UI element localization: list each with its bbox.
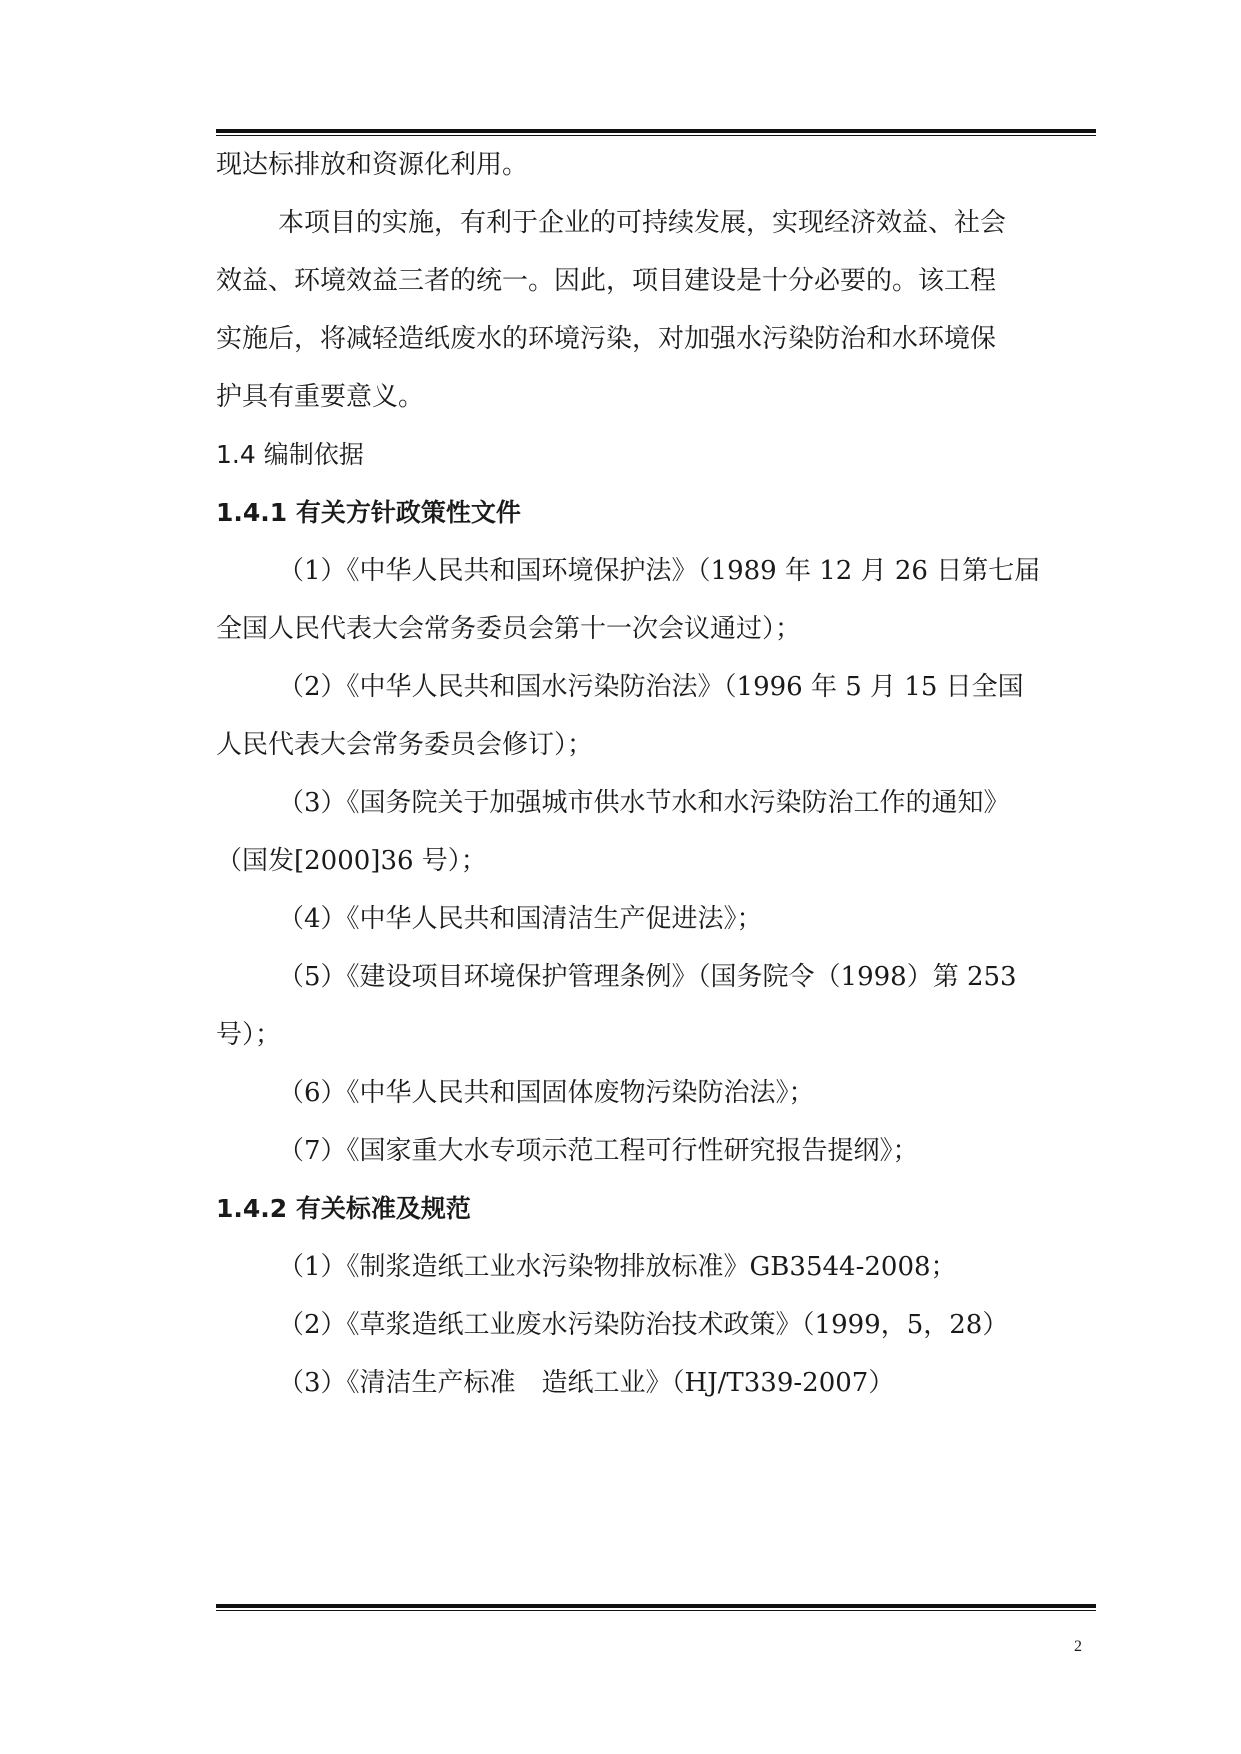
footer-rule [216, 1604, 1096, 1611]
page-number: 2 [1074, 1638, 1082, 1655]
paragraph-line: 本项目的实施，有利于企业的可持续发展，实现经济效益、社会 [278, 208, 1007, 238]
list-item-continuation: 全国人民代表大会常务委员会第十一次会议通过）； [216, 614, 802, 644]
section-heading-1-4-2: 1.4.2 有关标准及规范 [216, 1194, 471, 1223]
list-item: （4）《中华人民共和国清洁生产促进法》； [278, 904, 763, 934]
continuation-line: 现达标排放和资源化利用。 [216, 150, 529, 180]
header-rule [216, 129, 1096, 136]
paragraph-line: 护具有重要意义。 [216, 382, 425, 412]
list-item: （3）《国务院关于加强城市供水节水和水污染防治工作的通知》 [278, 788, 1010, 818]
list-item: （2）《中华人民共和国水污染防治法》（1996 年 5 月 15 日全国 [278, 672, 1024, 702]
paragraph-line: 实施后，将减轻造纸废水的环境污染，对加强水污染防治和水环境保 [216, 324, 997, 354]
list-item: （6）《中华人民共和国固体废物污染防治法》； [278, 1078, 815, 1108]
section-heading-1-4: 1.4 编制依据 [216, 440, 364, 469]
list-item-continuation: （国发[2000]36 号）； [216, 846, 487, 876]
list-item-continuation: 号）； [216, 1020, 282, 1050]
paragraph-line: 效益、环境效益三者的统一。因此，项目建设是十分必要的。该工程 [216, 266, 997, 296]
list-item: （1）《中华人民共和国环境保护法》（1989 年 12 月 26 日第七届 [278, 556, 1041, 586]
list-item: （5）《建设项目环境保护管理条例》（国务院令（1998）第 253 [278, 962, 1017, 992]
list-item: （7）《国家重大水专项示范工程可行性研究报告提纲》； [278, 1136, 919, 1166]
list-item: （2）《草浆造纸工业废水污染防治技术政策》（1999，5，28） [278, 1310, 1009, 1340]
section-heading-1-4-1: 1.4.1 有关方针政策性文件 [216, 498, 521, 527]
list-item-continuation: 人民代表大会常务委员会修订）； [216, 730, 594, 760]
list-item: （3）《清洁生产标准 造纸工业》（HJ/T339-2007） [278, 1368, 895, 1398]
list-item: （1）《制浆造纸工业水污染物排放标准》GB3544-2008； [278, 1252, 957, 1282]
